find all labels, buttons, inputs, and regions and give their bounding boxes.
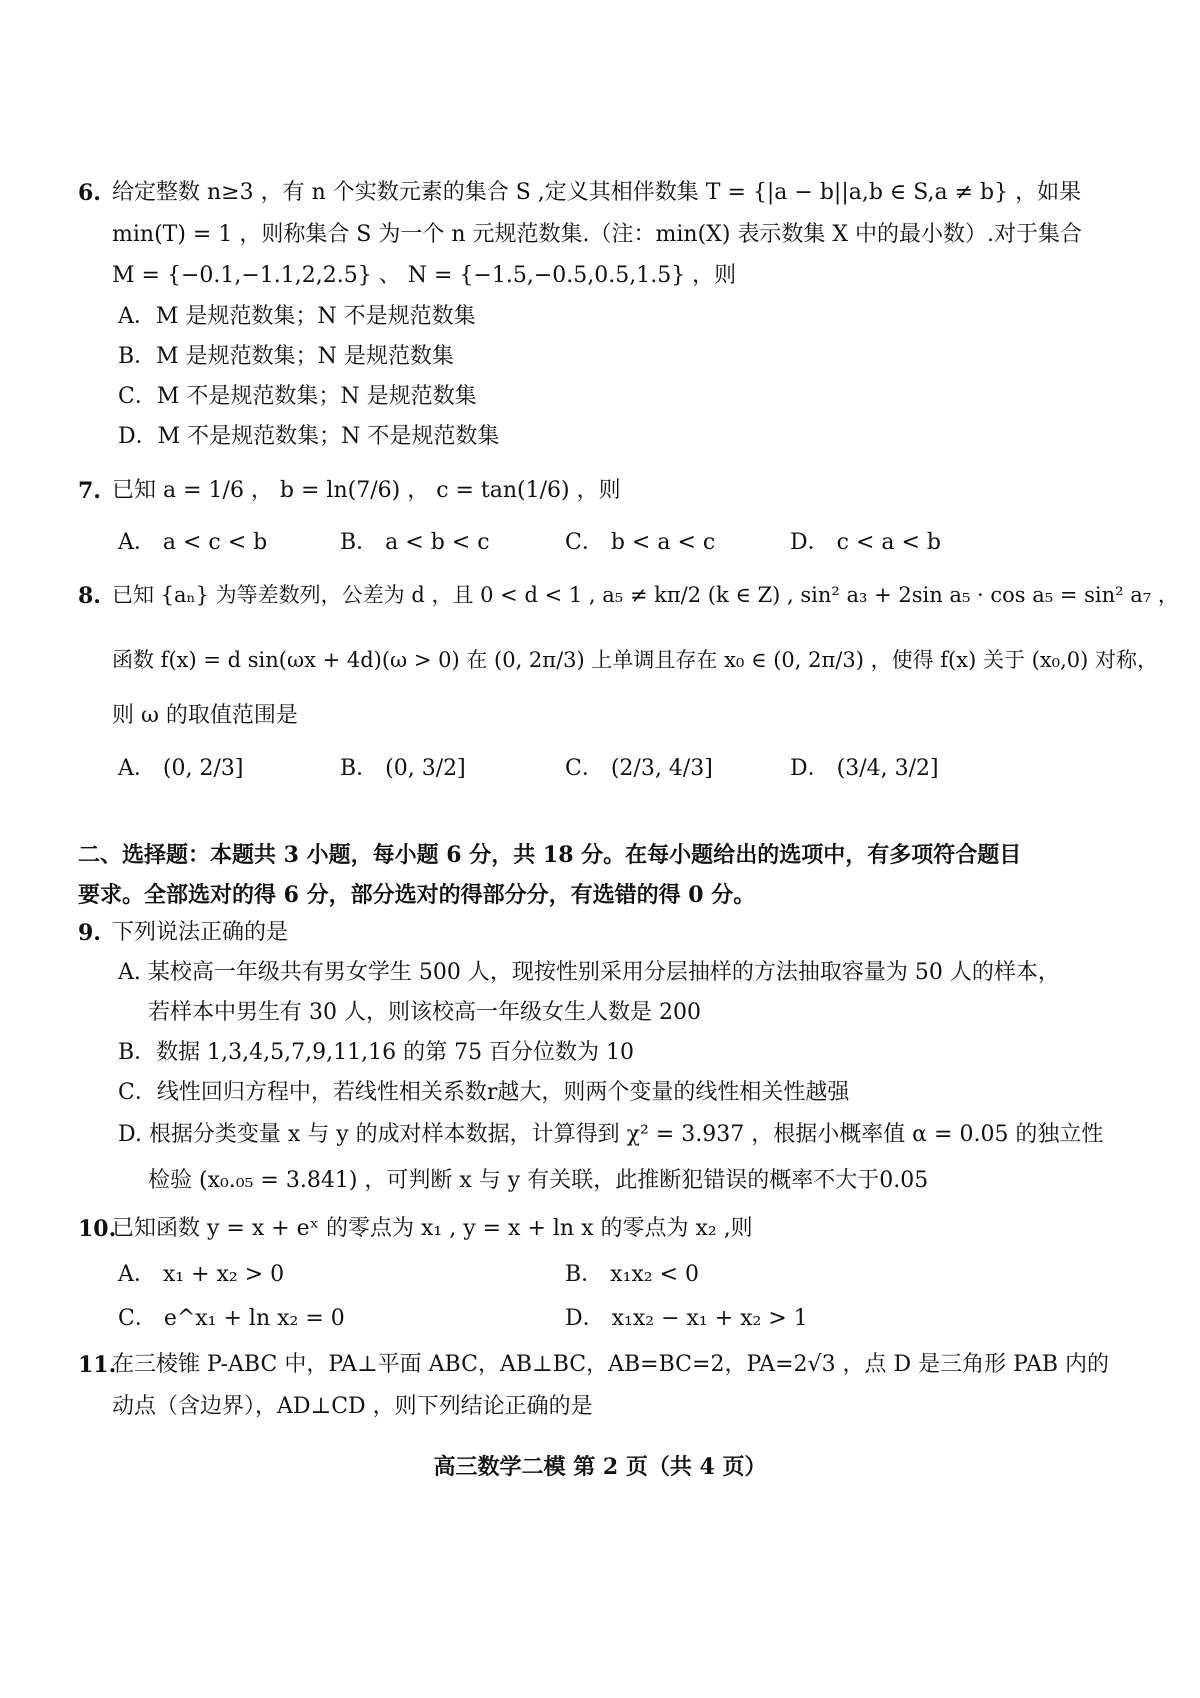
q10-stem: 已知函数 y = x + eˣ 的零点为 x₁ , y = x + ln x 的零点为 x₂ ,则: [112, 1216, 753, 1241]
q8-number: 8.: [78, 583, 101, 609]
q10-option-b: B． x₁x₂ < 0: [565, 1262, 700, 1287]
q6-option-b: B．M 是规范数集；N 是规范数集: [118, 344, 454, 369]
q9-option-d-line2: 检验 (x₀.₀₅ = 3.841) ，可判断 x 与 y 有关联，此推断犯错误的概率不大于0.05: [148, 1168, 929, 1193]
section2-heading-line1: 二、选择题：本题共 3 小题，每小题 6 分，共 18 分。在每小题给出的选项中，有多项符合题目: [78, 842, 1022, 868]
page-footer: 高三数学二模 第 2 页（共 4 页）: [433, 1454, 767, 1480]
section2-heading-line2: 要求。全部选对的得 6 分，部分选对的得部分分，有选错的得 0 分。: [78, 882, 756, 908]
q8-option-c: C． (2/3, 4/3]: [565, 756, 713, 781]
q6-option-a: A．M 是规范数集；N 不是规范数集: [118, 304, 476, 329]
q6-option-c: C．M 不是规范数集；N 是规范数集: [118, 384, 477, 409]
q8-stem-line2: 函数 f(x) = d sin(ωx + 4d)(ω > 0) 在 (0, 2π/3) 上单调且存在 x₀ ∈ (0, 2π/3) ，使得 f(x) 关于 (x₀,0) 对称，: [112, 648, 1158, 672]
q7-option-a: A． a < c < b: [118, 530, 268, 555]
q6-option-d: D．M 不是规范数集；N 不是规范数集: [118, 424, 500, 449]
q10-option-a: A． x₁ + x₂ > 0: [118, 1262, 285, 1287]
q7-option-c: C． b < a < c: [565, 530, 716, 555]
q9-number: 9.: [78, 920, 101, 946]
q11-number: 11.: [78, 1352, 117, 1378]
q6-number: 6.: [78, 180, 101, 206]
q11-stem-line2: 动点（含边界），AD⊥CD ，则下列结论正确的是: [112, 1394, 593, 1419]
q7-option-b: B． a < b < c: [340, 530, 490, 555]
q6-stem-line2: min(T) = 1 ，则称集合 S 为一个 n 元规范数集.（注：min(X) 表示数集 X 中的最小数）.对于集合: [112, 222, 1083, 247]
q9-option-b: B．数据 1,3,4,5,7,9,11,16 的第 75 百分位数为 10: [118, 1040, 635, 1065]
q7-stem: 已知 a = 1/6 ， b = ln(7/6) ， c = tan(1/6) ，则: [112, 478, 621, 503]
q7-option-d: D． c < a < b: [790, 530, 941, 555]
q9-stem: 下列说法正确的是: [112, 920, 289, 945]
q9-option-a-line1: A. 某校高一年级共有男女学生 500 人，现按性别采用分层抽样的方法抽取容量为 50 人的样本，: [118, 960, 1060, 985]
q11-stem-line1: 在三棱锥 P-ABC 中，PA⊥平面 ABC，AB⊥BC，AB=BC=2，PA=2√3 ，点 D 是三角形 PAB 内的: [112, 1352, 1110, 1377]
q8-option-d: D． (3/4, 3/2]: [790, 756, 939, 781]
q8-option-a: A． (0, 2/3]: [118, 756, 244, 781]
q10-option-d: D． x₁x₂ − x₁ + x₂ > 1: [565, 1306, 808, 1331]
q6-stem-line1: 给定整数 n≥3 ，有 n 个实数元素的集合 S ,定义其相伴数集 T = {|a − b||a,b ∈ S,a ≠ b} ，如果: [112, 180, 1082, 205]
q10-option-c: C． e^x₁ + ln x₂ = 0: [118, 1306, 345, 1331]
q6-stem-line3: M = {−0.1,−1.1,2,2.5} 、 N = {−1.5,−0.5,0.5,1.5} ，则: [112, 263, 737, 288]
q9-option-a-line2: 若样本中男生有 30 人，则该校高一年级女生人数是 200: [148, 1000, 701, 1025]
q10-number: 10.: [78, 1216, 117, 1242]
q8-option-b: B． (0, 3/2]: [340, 756, 466, 781]
q9-option-c: C．线性回归方程中，若线性相关系数r越大，则两个变量的线性相关性越强: [118, 1080, 850, 1105]
q7-number: 7.: [78, 478, 101, 504]
q9-option-d-line1: D. 根据分类变量 x 与 y 的成对样本数据，计算得到 χ² = 3.937 ，根据小概率值 α = 0.05 的独立性: [118, 1122, 1104, 1147]
q8-stem-line3: 则 ω 的取值范围是: [112, 703, 298, 728]
q8-stem-line1: 已知 {aₙ} 为等差数列，公差为 d ，且 0 < d < 1 , a₅ ≠ kπ/2 (k ∈ Z) , sin² a₃ + 2sin a₅ · cos a₅ = sin² a₇ ，: [112, 583, 1179, 607]
